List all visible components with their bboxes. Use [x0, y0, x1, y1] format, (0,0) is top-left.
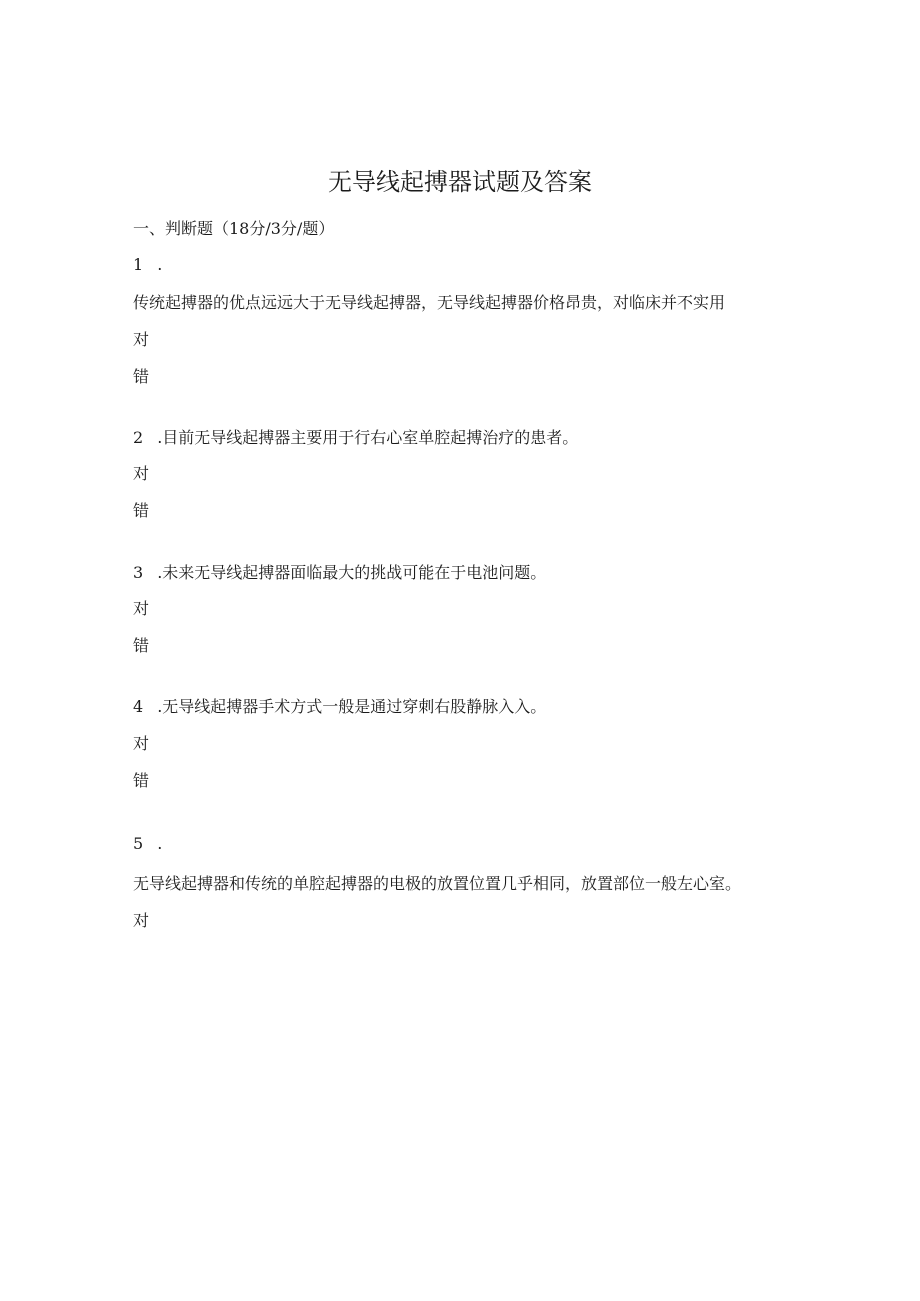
question-4-option-true[interactable]: 对	[133, 734, 150, 753]
section-heading: 一、判断题（18分/3分/题）	[133, 219, 335, 238]
question-3-text: 未来无导线起搏器面临最大的挑战可能在于电池问题。	[162, 563, 547, 582]
question-dot: .	[157, 834, 163, 853]
question-2-option-false[interactable]: 错	[133, 501, 150, 520]
question-number: 1	[133, 255, 144, 274]
question-dot: .	[157, 563, 163, 582]
question-5-number-line	[133, 834, 162, 854]
question-4-line	[133, 697, 546, 717]
question-3-option-false[interactable]: 错	[133, 636, 150, 655]
question-dot: .	[157, 428, 163, 447]
question-5-option-true[interactable]: 对	[133, 911, 150, 930]
question-1-number-line	[133, 255, 162, 275]
question-number: 5	[133, 834, 144, 853]
question-4-text: 无导线起搏器手术方式一般是通过穿刺右股静脉入入。	[162, 697, 547, 716]
question-dot: .	[157, 255, 163, 274]
question-number: 2	[133, 428, 144, 447]
question-3-line	[133, 563, 546, 583]
question-1-option-false[interactable]: 错	[133, 367, 150, 386]
question-1-text: 传统起搏器的优点远远大于无导线起搏器，无导线起搏器价格昂贵，对临床并不实用	[133, 293, 726, 312]
question-3-option-true[interactable]: 对	[133, 599, 150, 618]
question-number: 4	[133, 697, 144, 716]
document-title: 无导线起搏器试题及答案	[328, 168, 592, 196]
question-number: 3	[133, 563, 144, 582]
question-2-line	[133, 428, 578, 448]
question-dot: .	[157, 697, 163, 716]
question-1-option-true[interactable]: 对	[133, 330, 150, 349]
question-4-option-false[interactable]: 错	[133, 771, 150, 790]
question-2-option-true[interactable]: 对	[133, 464, 150, 483]
question-5-text: 无导线起搏器和传统的单腔起搏器的电极的放置位置几乎相同，放置部位一般左心室。	[133, 874, 742, 893]
question-2-text: 目前无导线起搏器主要用于行右心室单腔起搏治疗的患者。	[162, 428, 579, 447]
